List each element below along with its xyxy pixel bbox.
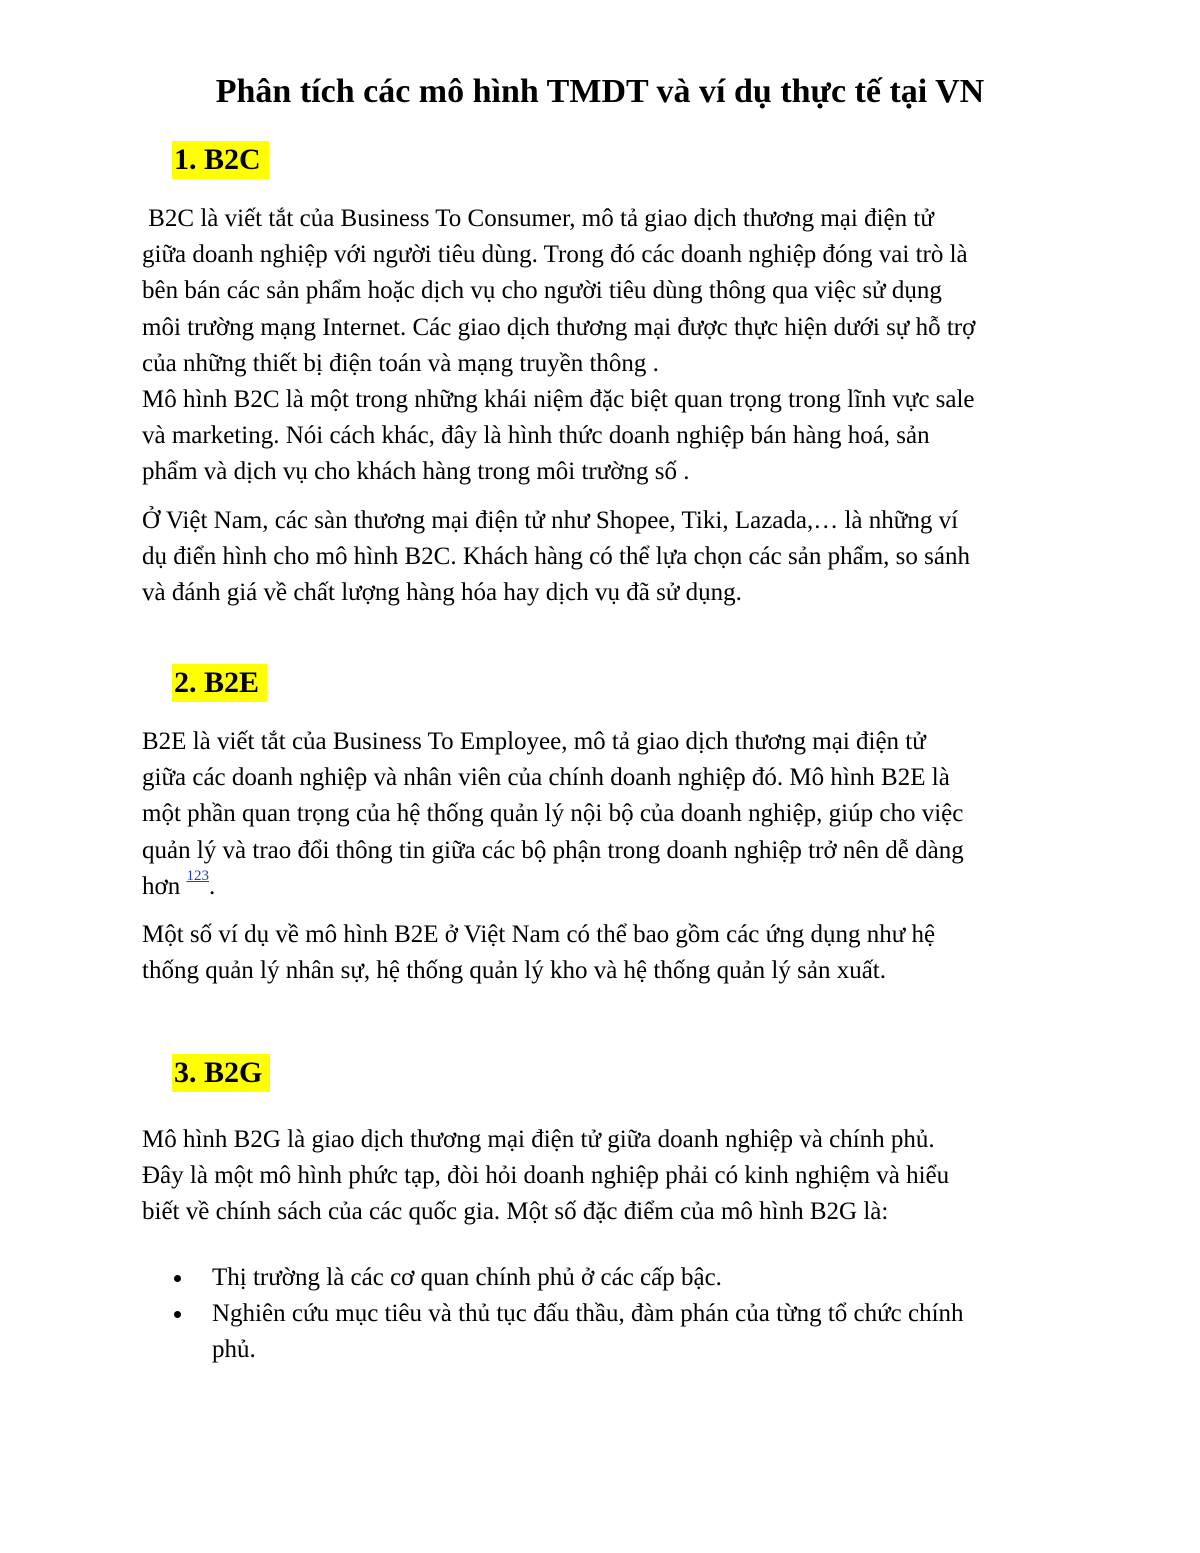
list-item: Nghiên cứu mục tiêu và thủ tục đấu thầu, đàm phán của từng tổ chức chính phủ. xyxy=(142,1296,1072,1368)
b2c-paragraph-3: Ở Việt Nam, các sàn thương mại điện tử như Shopee, Tiki, Lazada,… là những ví dụ điển hình cho mô hình B2C. Khách hàng có thể lựa chọn các sản phẩm, so sánh và đánh giá về chất lượng hàng hóa hay dịch vụ đã sử dụng. xyxy=(142,507,970,607)
section-heading-b2g: 3. B2G xyxy=(172,1054,270,1092)
b2e-paragraph-2: Một số ví dụ về mô hình B2E ở Việt Nam có thể bao gồm các ứng dụng như hệ thống quản lý nhân sự, hệ thống quản lý kho và hệ thống quản lý sản xuất. xyxy=(142,921,936,985)
b2c-paragraph-1: B2C là viết tắt của Business To Consumer, mô tả giao dịch thương mại điện tử giữa doanh nghiệp với người tiêu dùng. Trong đó các doanh nghiệp đóng vai trò là bên bán các sản phẩm hoặc dịch vụ cho người tiêu dùng thông qua việc sử dụng môi trường mạng Internet. Các giao dịch thương mại được thực hiện dưới sự hỗ trợ của những thiết bị điện toán và mạng truyền thông . xyxy=(142,205,976,377)
b2g-paragraph-1: Mô hình B2G là giao dịch thương mại điện tử giữa doanh nghiệp và chính phủ. Đây là một mô hình phức tạp, đòi hỏi doanh nghiệp phải có kinh nghiệm và hiểu biết về chính sách của các quốc gia. Một số đặc điểm của mô hình B2G là: xyxy=(142,1126,950,1226)
b2e-paragraph-1: B2E là viết tắt của Business To Employee, mô tả giao dịch thương mại điện tử giữa các doanh nghiệp và nhân viên của chính doanh nghiệp đó. Mô hình B2E là một phần quan trọng của hệ thống quản lý nội bộ của doanh nghiệp, giúp cho việc quản lý và trao đổi thông tin giữa các bộ phận trong doanh nghiệp trở nên dễ dàng hơn $^{123}$. xyxy=(142,724,1072,905)
bullet-icon xyxy=(174,1311,181,1318)
bullet-icon xyxy=(174,1275,181,1282)
b2c-paragraph-2: Mô hình B2C là một trong những khái niệm đặc biệt quan trọng trong lĩnh vực sale và marketing. Nói cách khác, đây là hình thức doanh nghiệp bán hàng hoá, sản phẩm và dịch vụ cho khách hàng trong môi trường số . xyxy=(142,386,975,486)
section-heading-b2c: 1. B2C xyxy=(172,141,269,179)
footnote-link[interactable]: 123 xyxy=(186,867,209,884)
document-title: Phân tích các mô hình TMDT và ví dụ thực tế tại VN xyxy=(215,73,985,110)
list-item: Thị trường là các cơ quan chính phủ ở các cấp bậc. xyxy=(142,1260,1072,1296)
b2e-last-line: hơn $^{123}$. xyxy=(142,867,216,900)
section-heading-b2e: 2. B2E xyxy=(172,664,267,702)
b2g-bullet-list xyxy=(142,1260,1072,1369)
